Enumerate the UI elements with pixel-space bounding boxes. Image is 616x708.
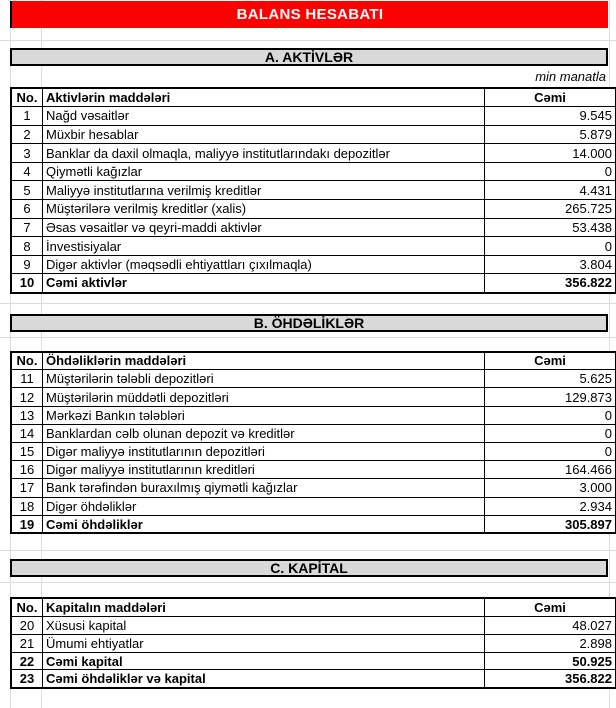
row-number: 13 (11, 406, 43, 424)
row-number: 23 (11, 670, 43, 688)
column-header-items: Kapitalın maddələri (43, 598, 485, 616)
row-label: Cəmi öhdəliklər və kapital (43, 670, 485, 688)
units-note-row (10, 66, 608, 87)
row-value: 5.625 (485, 370, 616, 388)
units-note: min manatla (535, 69, 606, 84)
row-value: 4.431 (485, 181, 616, 200)
table-row (11, 181, 616, 200)
row-number: 20 (11, 616, 43, 634)
table-row (11, 461, 616, 479)
row-label: Cəmi kapital (43, 652, 485, 670)
table-row (11, 162, 616, 181)
row-value: 3.000 (485, 479, 616, 497)
row-value: 0 (485, 406, 616, 424)
section-heading-assets (10, 48, 608, 66)
table-row (11, 479, 616, 497)
row-label: İnvestisiyalar (43, 237, 485, 256)
row-number: 10 (11, 274, 43, 293)
row-value: 53.438 (485, 218, 616, 237)
row-value: 0 (485, 442, 616, 460)
table-header-row (11, 352, 616, 370)
column-header-no: No. (11, 352, 43, 370)
section-heading-label: C. KAPİTAL (270, 560, 348, 577)
row-label: Qiymətli kağızlar (43, 162, 485, 181)
row-label: Xüsusi kapital (43, 616, 485, 634)
table-row (11, 274, 616, 293)
row-value: 50.925 (485, 652, 616, 670)
row-label: Digər maliyyə institutlarının depozitləri (43, 442, 485, 460)
row-number: 7 (11, 218, 43, 237)
section-heading-liabilities (10, 314, 608, 332)
spacer (0, 534, 616, 559)
row-number: 4 (11, 162, 43, 181)
section-heading-capital (10, 559, 608, 577)
row-label: Digər maliyyə institutlarının kreditləri (43, 461, 485, 479)
row-number: 8 (11, 237, 43, 256)
table-row (11, 406, 616, 424)
row-label: Bank tərəfindən buraxılmış qiymətli kağızlar (43, 479, 485, 497)
row-value: 265.725 (485, 200, 616, 219)
row-label: Cəmi öhdəliklər (43, 515, 485, 533)
row-value: 356.822 (485, 670, 616, 688)
row-value: 14.000 (485, 144, 616, 163)
spacer (0, 332, 616, 351)
section-heading-label: B. ÖHDƏLİKLƏR (253, 314, 365, 331)
spacer (0, 294, 616, 314)
row-value: 5.879 (485, 125, 616, 144)
row-value: 164.466 (485, 461, 616, 479)
row-number: 17 (11, 479, 43, 497)
row-number: 22 (11, 652, 43, 670)
table-row (11, 218, 616, 237)
table-row (11, 515, 616, 533)
table-row (11, 652, 616, 670)
table-row (11, 616, 616, 634)
row-number: 14 (11, 424, 43, 442)
column-header-total: Cəmi (485, 352, 616, 370)
table-row (11, 237, 616, 256)
row-label: Banklardan cəlb olunan depozit və kreditlər (43, 424, 485, 442)
capital-table (10, 597, 616, 688)
table-row (11, 144, 616, 163)
table-header-row (11, 88, 616, 107)
row-number: 9 (11, 255, 43, 274)
table-header-row (11, 598, 616, 616)
row-label: Nağd vəsaitlər (43, 107, 485, 126)
row-value: 305.897 (485, 515, 616, 533)
row-number: 21 (11, 634, 43, 652)
row-number: 1 (11, 107, 43, 126)
row-value: 0 (485, 162, 616, 181)
table-row (11, 107, 616, 126)
row-number: 15 (11, 442, 43, 460)
row-number: 18 (11, 497, 43, 515)
row-value: 3.804 (485, 255, 616, 274)
report-title: BALANS HESABATI (236, 6, 384, 23)
row-number: 5 (11, 181, 43, 200)
column-header-no: No. (11, 598, 43, 616)
column-header-items: Aktivlərin maddələri (43, 88, 485, 107)
row-value: 9.545 (485, 107, 616, 126)
row-label: Müştərilərin müddətli depozitləri (43, 388, 485, 406)
table-row (11, 497, 616, 515)
table-row (11, 125, 616, 144)
table-row (11, 200, 616, 219)
row-label: Maliyyə institutlarına verilmiş kreditlər (43, 181, 485, 200)
row-value: 0 (485, 237, 616, 256)
spacer (0, 577, 616, 597)
row-label: Cəmi aktivlər (43, 274, 485, 293)
row-label: Əsas vəsaitlər və qeyri-maddi aktivlər (43, 218, 485, 237)
table-row (11, 370, 616, 388)
row-number: 19 (11, 515, 43, 533)
assets-table (10, 87, 616, 294)
row-label: Müxbir hesablar (43, 125, 485, 144)
row-value: 356.822 (485, 274, 616, 293)
row-number: 3 (11, 144, 43, 163)
row-value: 2.934 (485, 497, 616, 515)
table-row (11, 634, 616, 652)
column-header-no: No. (11, 88, 43, 107)
row-label: Digər öhdəliklər (43, 497, 485, 515)
table-row (11, 670, 616, 688)
spacer (0, 28, 616, 48)
report-title-bar (10, 1, 608, 28)
row-label: Banklar da daxil olmaqla, maliyyə institutlarındakı depozitlər (43, 144, 485, 163)
row-label: Digər aktivlər (məqsədli ehtiyattları çıxılmaqla) (43, 255, 485, 274)
table-row (11, 388, 616, 406)
row-number: 11 (11, 370, 43, 388)
table-row (11, 255, 616, 274)
row-value: 2.898 (485, 634, 616, 652)
row-value: 129.873 (485, 388, 616, 406)
row-label: Ümumi ehtiyatlar (43, 634, 485, 652)
liabilities-table (10, 351, 616, 535)
row-number: 16 (11, 461, 43, 479)
row-value: 48.027 (485, 616, 616, 634)
row-value: 0 (485, 424, 616, 442)
row-label: Müştərilərə verilmiş kreditlər (xalis) (43, 200, 485, 219)
row-number: 12 (11, 388, 43, 406)
row-number: 2 (11, 125, 43, 144)
section-heading-label: A. AKTİVLƏR (264, 49, 354, 65)
column-header-total: Cəmi (485, 598, 616, 616)
row-label: Mərkəzi Bankın tələbləri (43, 406, 485, 424)
row-number: 6 (11, 200, 43, 219)
column-header-items: Öhdəliklərin maddələri (43, 352, 485, 370)
table-row (11, 442, 616, 460)
row-label: Müştərilərin tələbli depozitləri (43, 370, 485, 388)
column-header-total: Cəmi (485, 88, 616, 107)
table-row (11, 424, 616, 442)
